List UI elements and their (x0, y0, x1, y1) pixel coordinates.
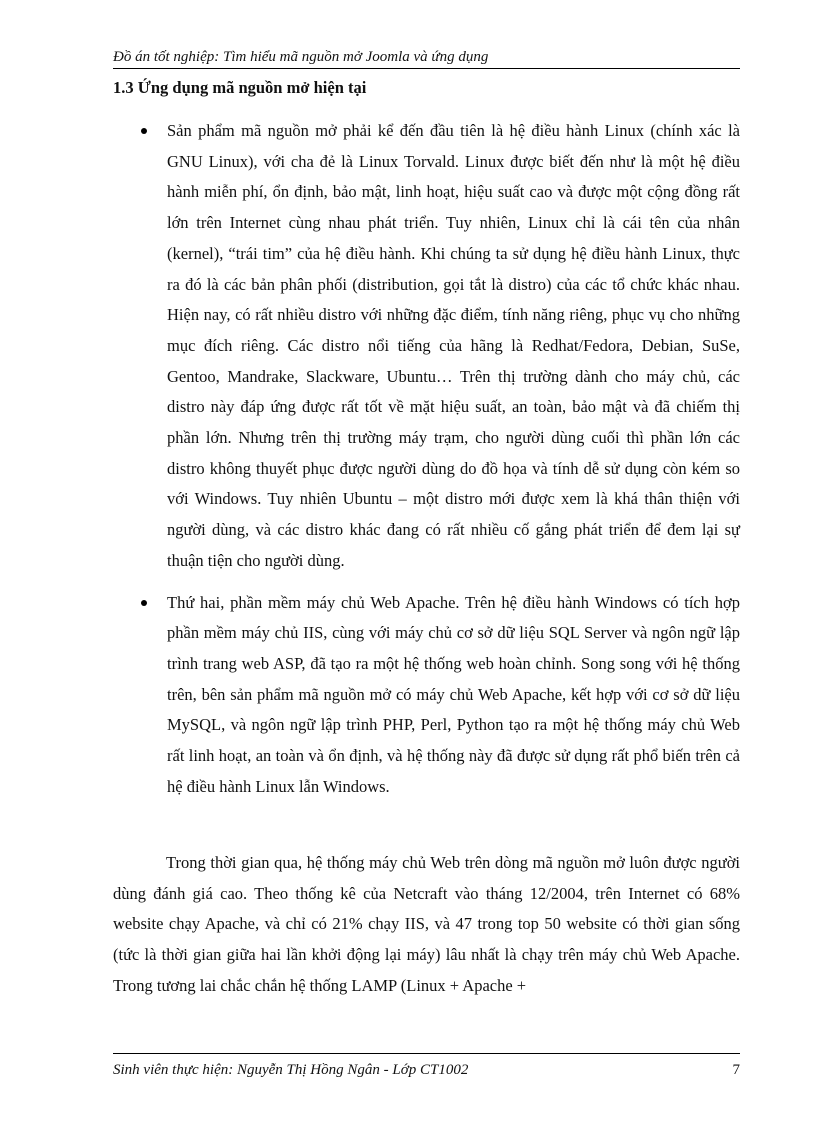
footer-author: Sinh viên thực hiện: Nguyễn Thị Hồng Ngân - Lớp CT1002 (113, 1062, 469, 1078)
header-title: Đồ án tốt nghiệp: Tìm hiểu mã nguồn mở Joomla và ứng dụng (113, 49, 489, 65)
bullet-list (113, 116, 740, 813)
page-header (113, 47, 740, 69)
section-heading: 1.3 Ứng dụng mã nguồn mở hiện tại (113, 78, 367, 97)
bullet-dot-icon (141, 600, 147, 606)
page-footer (113, 1053, 740, 1080)
bullet-dot-icon (141, 128, 147, 134)
bullet-item-linux (113, 116, 740, 577)
bullet-item-apache (113, 588, 740, 803)
page-number: 7 (732, 1062, 740, 1078)
bullet-text: Thứ hai, phần mềm máy chủ Web Apache. Trên hệ điều hành Windows có tích hợp phần mềm máy chủ IIS, cùng với máy chủ cơ sở dữ liệu SQL Server và ngôn ngữ lập trình trang web ASP, đã tạo ra một hệ thống web hoàn chỉnh. Song song với hệ thống trên, bên sản phẩm mã nguồn mở có máy chủ Web Apache, kết hợp với cơ sở dữ liệu MySQL, và ngôn ngữ lập trình PHP, Perl, Python tạo ra một hệ thống máy chủ Web rất linh hoạt, an toàn và ổn định, và hệ thống này đã được sử dụng rất phổ biến trên cả hệ điều hành Linux lẫn Windows. (167, 592, 740, 796)
body-paragraph: Trong thời gian qua, hệ thống máy chủ Web trên dòng mã nguồn mở luôn được người dùng đánh giá cao. Theo thống kê của Netcraft vào tháng 12/2004, trên Internet có 68% website chạy Apache, và chỉ có 21% chạy IIS, và 47 trong top 50 website có thời gian sống (tức là thời gian giữa hai lần khởi động lại máy) lâu nhất là chạy trên máy chủ Web Apache. Trong tương lai chắc chắn hệ thống LAMP (Linux + Apache + (113, 853, 740, 995)
bullet-text: Sản phẩm mã nguồn mở phải kể đến đầu tiên là hệ điều hành Linux (chính xác là GNU Linux), với cha đẻ là Linux Torvald. Linux được biết đến như là một hệ điều hành miễn phí, ổn định, bảo mật, linh hoạt, hiệu suất cao và được một cộng đồng rất lớn trên Internet cùng nhau phát triển. Tuy nhiên, Linux chỉ là cái tên của nhân (kernel), “trái tim” của hệ điều hành. Khi chúng ta sử dụng hệ điều hành Linux, thực ra đó là các bản phân phối (distribution, gọi tắt là distro) của các tổ chức khác nhau. Hiện nay, có rất nhiều distro với những đặc điểm, tính năng riêng, phục vụ cho những mục đích riêng. Các distro nổi tiếng của hãng là Redhat/Fedora, Debian, SuSe, Gentoo, Mandrake, Slackware, Ubuntu… Trên thị trường dành cho máy chủ, các distro này đáp ứng được rất tốt về mặt hiệu suất, an toàn, bảo mật và đã chiếm thị phần lớn. Nhưng trên thị trường máy trạm, cho người dùng cuối thì phần lớn các distro không thuyết phục được người dùng do đồ họa và tính dễ sử dụng còn kém so với Windows. Tuy nhiên Ubuntu – một distro mới được xem là khá thân thiện với người dùng, và các distro khác đang có rất nhiều cố gắng phát triển để đem lại sự thuận tiện cho người dùng. (167, 121, 740, 570)
